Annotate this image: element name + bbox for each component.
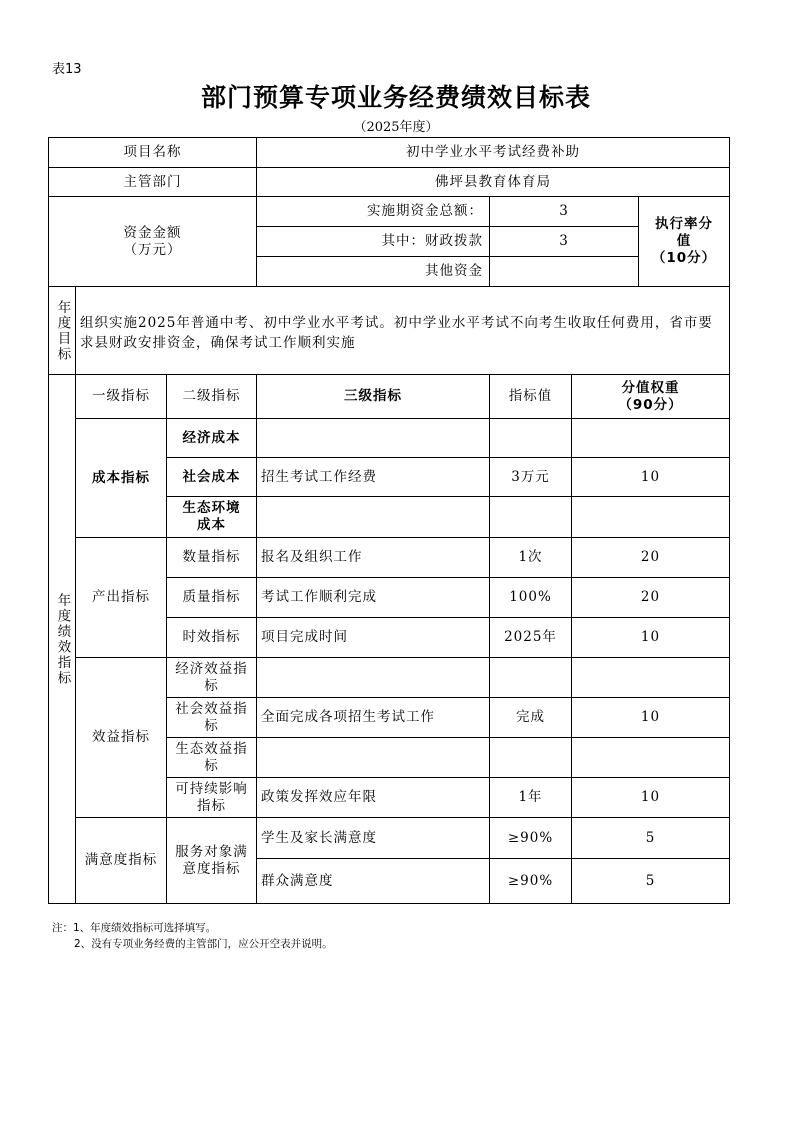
value-cell: ≥90% bbox=[490, 859, 572, 904]
level2-cell: 经济成本 bbox=[167, 419, 257, 458]
value-cell: 完成 bbox=[490, 698, 572, 738]
funds-fiscal-label: 其中：财政拨款 bbox=[257, 227, 490, 257]
group-cost: 成本指标 bbox=[76, 419, 167, 538]
department-value: 佛坪县教育体育局 bbox=[257, 168, 730, 197]
value-cell: 2025年 bbox=[490, 618, 572, 658]
page-title: 部门预算专项业务经费绩效目标表 bbox=[200, 83, 591, 112]
level2-cell: 生态环境成本 bbox=[167, 497, 257, 538]
weight-cell: 5 bbox=[572, 818, 730, 859]
funds-label-line1: 资金金额 bbox=[123, 224, 182, 241]
fiscal-year: （2025年度） bbox=[353, 120, 439, 135]
funds-total-row bbox=[49, 197, 730, 227]
header-weight-line2: （90分） bbox=[618, 396, 683, 413]
indicator-header-row bbox=[49, 375, 730, 419]
annual-goal-label: 年度目标 bbox=[49, 287, 76, 375]
funds-other-value bbox=[490, 257, 639, 287]
value-cell: 100% bbox=[490, 578, 572, 618]
level3-cell bbox=[257, 738, 490, 778]
level2-cell: 时效指标 bbox=[167, 618, 257, 658]
annual-goal-text: 组织实施2025年普通中考、初中学业水平考试。初中学业水平考试不向考生收取任何费用，省市要求县财政安排资金，确保考试工作顺利实施 bbox=[76, 287, 730, 375]
level2-cell: 数量指标 bbox=[167, 538, 257, 578]
value-cell: 1年 bbox=[490, 778, 572, 818]
funds-label bbox=[49, 197, 257, 287]
table-row bbox=[49, 818, 730, 859]
level3-cell: 群众满意度 bbox=[257, 859, 490, 904]
level3-cell bbox=[257, 497, 490, 538]
level2-cell: 生态效益指标 bbox=[167, 738, 257, 778]
level3-cell: 全面完成各项招生考试工作 bbox=[257, 698, 490, 738]
header-value: 指标值 bbox=[490, 375, 572, 419]
value-cell bbox=[490, 497, 572, 538]
value-cell: 1次 bbox=[490, 538, 572, 578]
header-weight-line1: 分值权重 bbox=[621, 379, 680, 396]
weight-cell: 20 bbox=[572, 578, 730, 618]
level3-cell: 政策发挥效应年限 bbox=[257, 778, 490, 818]
header-level3: 三级指标 bbox=[257, 375, 490, 419]
level3-cell: 学生及家长满意度 bbox=[257, 818, 490, 859]
level3-cell: 考试工作顺利完成 bbox=[257, 578, 490, 618]
group-satisfaction: 满意度指标 bbox=[76, 818, 167, 904]
funds-total-value: 3 bbox=[490, 197, 639, 227]
footnote-1: 注：1、年度绩效指标可选择填写。 bbox=[52, 922, 217, 934]
value-cell: ≥90% bbox=[490, 818, 572, 859]
weight-cell: 10 bbox=[572, 618, 730, 658]
weight-cell: 10 bbox=[572, 458, 730, 497]
department-label: 主管部门 bbox=[49, 168, 257, 197]
level2-cell: 社会效益指标 bbox=[167, 698, 257, 738]
weight-cell: 10 bbox=[572, 698, 730, 738]
group-benefit: 效益指标 bbox=[76, 658, 167, 818]
header-weight bbox=[572, 375, 730, 419]
level2-cell: 服务对象满意度指标 bbox=[167, 818, 257, 904]
execution-rate-score bbox=[639, 197, 730, 287]
table-row bbox=[49, 658, 730, 698]
execution-rate-line2: 值 bbox=[676, 233, 692, 249]
project-name-label: 项目名称 bbox=[49, 138, 257, 168]
weight-cell bbox=[572, 738, 730, 778]
funds-fiscal-value: 3 bbox=[490, 227, 639, 257]
project-name-row bbox=[49, 138, 730, 168]
table-number: 表13 bbox=[52, 62, 82, 77]
department-row bbox=[49, 168, 730, 197]
weight-cell: 10 bbox=[572, 778, 730, 818]
level3-cell: 项目完成时间 bbox=[257, 618, 490, 658]
performance-target-table bbox=[48, 137, 730, 904]
value-cell bbox=[490, 658, 572, 698]
weight-cell: 20 bbox=[572, 538, 730, 578]
level2-cell: 社会成本 bbox=[167, 458, 257, 497]
execution-rate-line1: 执行率分 bbox=[655, 216, 713, 232]
level3-cell: 报名及组织工作 bbox=[257, 538, 490, 578]
project-name-value: 初中学业水平考试经费补助 bbox=[257, 138, 730, 168]
table-row bbox=[49, 538, 730, 578]
header-level1: 一级指标 bbox=[76, 375, 167, 419]
weight-cell: 5 bbox=[572, 859, 730, 904]
level3-cell bbox=[257, 419, 490, 458]
funds-total-label: 实施期资金总额： bbox=[257, 197, 490, 227]
weight-cell bbox=[572, 497, 730, 538]
indicators-label: 年度绩效指标 bbox=[49, 375, 76, 904]
value-cell bbox=[490, 738, 572, 778]
level2-cell: 可持续影响指标 bbox=[167, 778, 257, 818]
weight-cell bbox=[572, 658, 730, 698]
value-cell bbox=[490, 419, 572, 458]
annual-goal-row bbox=[49, 287, 730, 375]
footnotes bbox=[52, 920, 333, 952]
footnote-2: 2、没有专项业务经费的主管部门，应公开空表并说明。 bbox=[74, 938, 333, 950]
level3-cell: 招生考试工作经费 bbox=[257, 458, 490, 497]
group-output: 产出指标 bbox=[76, 538, 167, 658]
level3-cell bbox=[257, 658, 490, 698]
funds-other-label: 其他资金 bbox=[257, 257, 490, 287]
header-level2: 二级指标 bbox=[167, 375, 257, 419]
execution-rate-line3: （10分） bbox=[651, 250, 717, 266]
table-row bbox=[49, 419, 730, 458]
value-cell: 3万元 bbox=[490, 458, 572, 497]
level2-cell: 质量指标 bbox=[167, 578, 257, 618]
funds-label-line2: （万元） bbox=[123, 241, 182, 258]
level2-cell: 经济效益指标 bbox=[167, 658, 257, 698]
weight-cell bbox=[572, 419, 730, 458]
